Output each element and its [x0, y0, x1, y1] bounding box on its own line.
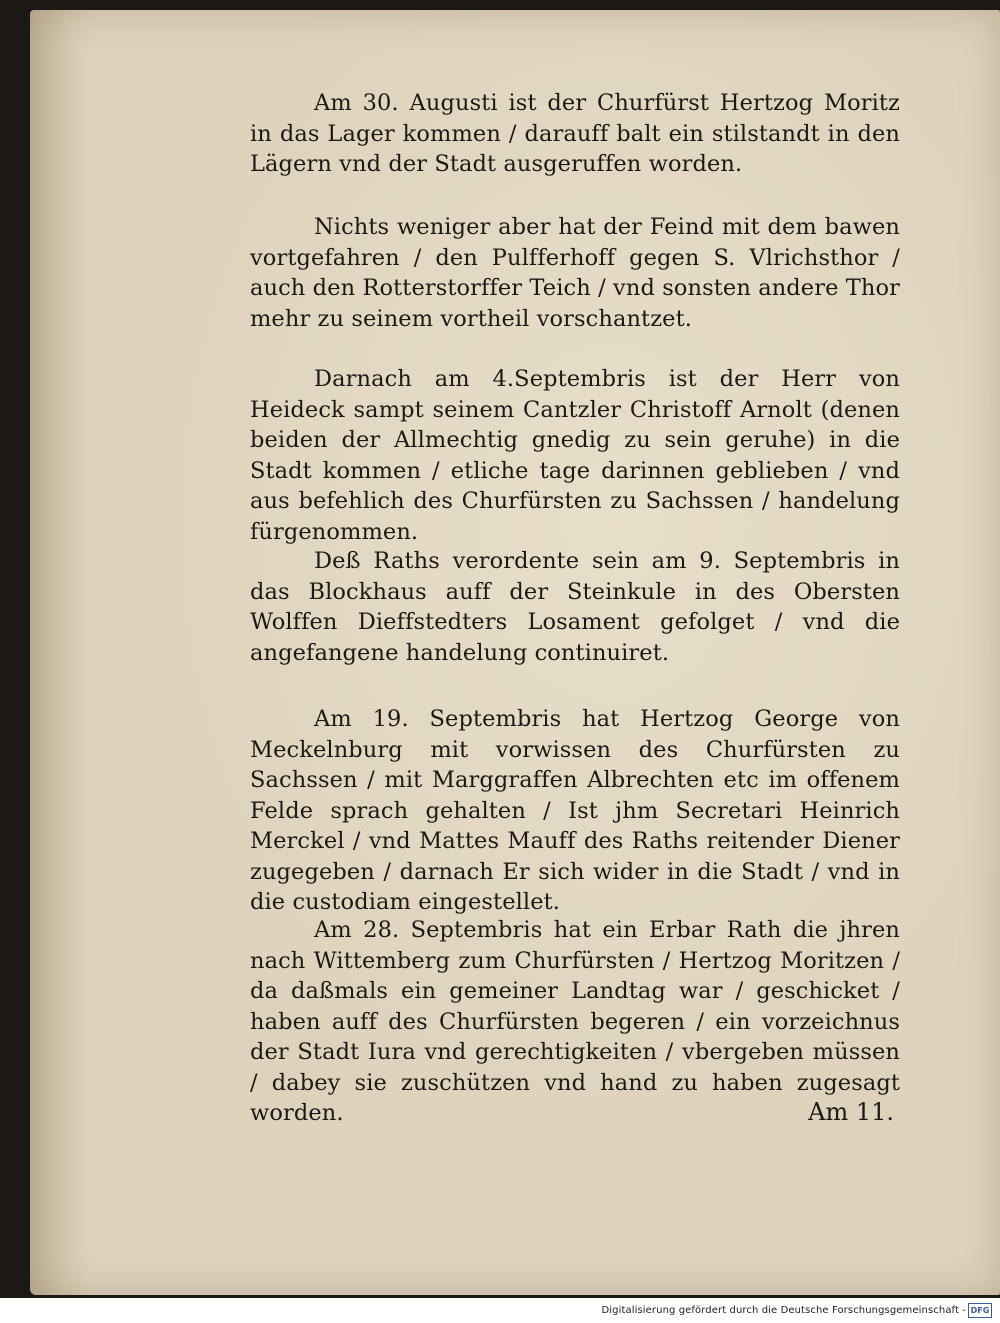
paragraph-6-text: Am 28. Septembris hat ein Erbar Rath die jhren nach Wittemberg zum Churfürsten / Hertzog Moritzen / da daßmals ein gemeiner Landtag war / geschicket / haben auff des Churfürsten begeren / ein vorzeichnus der Stadt Iura vnd gerechtigkeiten / vbergeben müssen / dabey sie zuschützen vnd hand zu haben zugesagt worden.: [250, 917, 900, 1126]
paragraph-6: [250, 915, 900, 1129]
paragraph-5-text: Am 19. Septembris hat Hertzog George von Meckelnburg mit vorwissen des Churfürsten zu Sachssen / mit Marggraffen Albrechten etc im offenem Felde sprach gehalten / Ist jhm Secretari Heinrich Merckel / vnd Mattes Mauff des Raths reitender Diener zugegeben / darnach Er sich wider in die Stadt / vnd in die custodiam eingestellet.: [250, 706, 900, 915]
paragraph-2-text: Nichts weniger aber hat der Feind mit dem bawen vortgefahren / den Pulfferhoff gegen S. Vlrichsthor / auch den Rotterstorffer Teich / vnd sonsten andere Thor mehr zu seinem vortheil vorschantzet.: [250, 214, 900, 332]
dfg-logo: DFG: [968, 1303, 992, 1318]
catchword: Am 11.: [808, 1098, 894, 1126]
paragraph-4: [250, 546, 900, 668]
footer-credit: Digitalisierung gefördert durch die Deutsche Forschungsgemeinschaft -: [601, 1305, 966, 1316]
paragraph-5: [250, 704, 900, 918]
digitization-footer: [0, 1298, 1000, 1323]
paragraph-3-text: Darnach am 4.Septembris ist der Herr von Heideck sampt seinem Cantzler Christoff Arnolt (denen beiden der Allmechtig gnedig zu sein geruhe) in die Stadt kommen / etliche tage darinnen geblieben / vnd aus befehlich des Churfürsten zu Sachssen / handelung fürgenommen.: [250, 366, 900, 545]
paragraph-1: [250, 88, 900, 180]
paragraph-2: [250, 212, 900, 334]
paragraph-3: [250, 364, 900, 547]
paragraph-1-text: Am 30. Augusti ist der Churfürst Hertzog Moritz in das Lager kommen / darauff balt ein stilstandt in den Lägern vnd der Stadt ausgeruffen worden.: [250, 90, 900, 177]
paragraph-4-text: Deß Raths verordente sein am 9. Septembris in das Blockhaus auff der Steinkule in des Obersten Wolffen Dieffstedters Losament gefolget / vnd die angefangene handelung continuiret.: [250, 548, 900, 666]
